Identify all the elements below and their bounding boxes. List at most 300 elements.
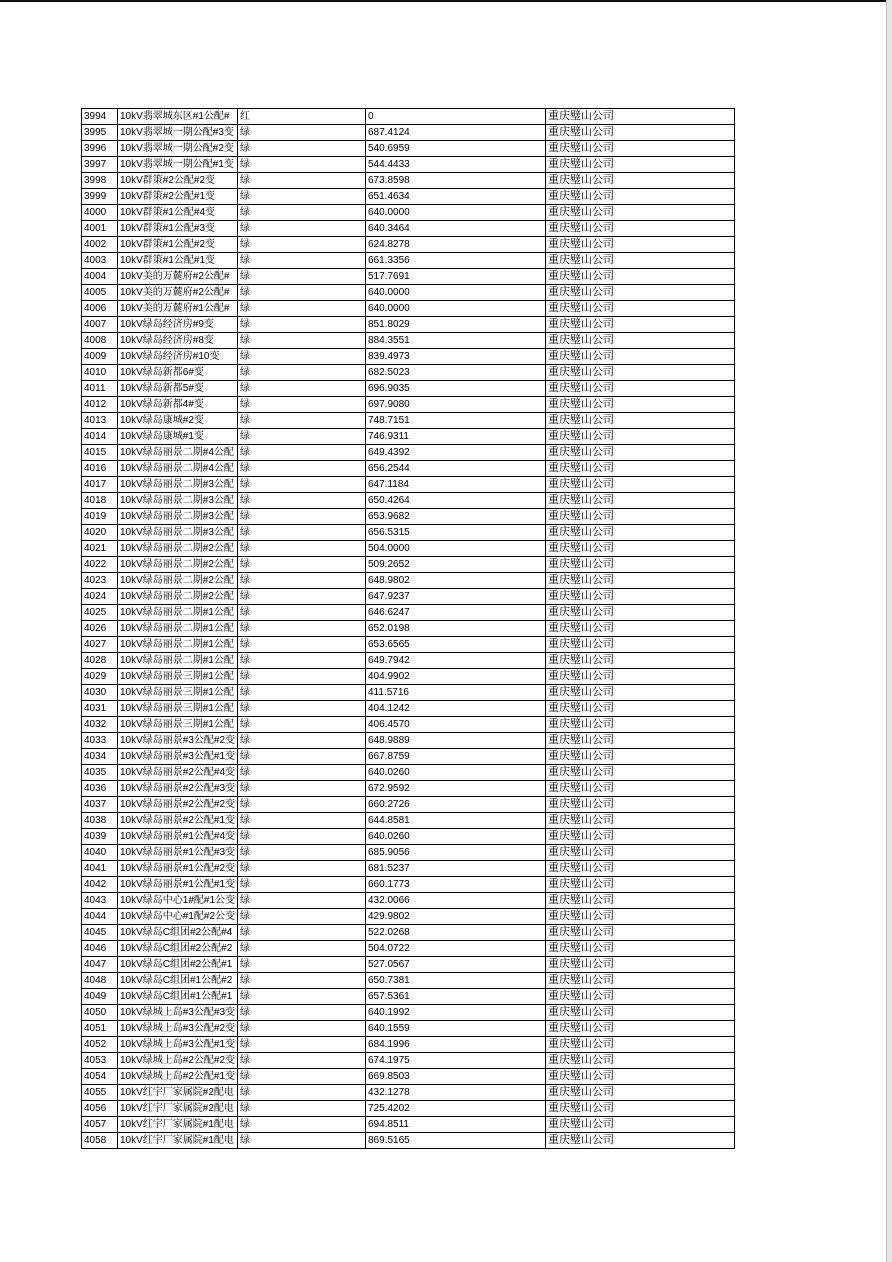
- status-cell: 绿: [238, 509, 366, 525]
- value-cell: 540.6959: [366, 141, 546, 157]
- table-row: [82, 941, 735, 957]
- company-cell: 重庆璧山公司: [546, 141, 735, 157]
- value-cell: 669.8503: [366, 1069, 546, 1085]
- transformer-name-cell: 10kV翡翠城一期公配#1变: [118, 157, 238, 173]
- table-row: [82, 445, 735, 461]
- company-cell: 重庆璧山公司: [546, 877, 735, 893]
- status-cell: 绿: [238, 541, 366, 557]
- value-cell: 544.4433: [366, 157, 546, 173]
- row-id-cell: 4010: [82, 365, 118, 381]
- row-id-cell: 4020: [82, 525, 118, 541]
- value-cell: 522.0268: [366, 925, 546, 941]
- transformer-name-cell: 10kV绿岛丽景二期#2公配: [118, 557, 238, 573]
- transformer-name-cell: 10kV翡翠城一期公配#2变: [118, 141, 238, 157]
- status-cell: 绿: [238, 957, 366, 973]
- status-cell: 绿: [238, 413, 366, 429]
- transformer-name-cell: 10kV绿岛丽景#3公配#1变: [118, 749, 238, 765]
- row-id-cell: 3994: [82, 109, 118, 125]
- transformer-name-cell: 10kV绿岛丽景三期#1公配: [118, 669, 238, 685]
- company-cell: 重庆璧山公司: [546, 173, 735, 189]
- company-cell: 重庆璧山公司: [546, 717, 735, 733]
- table-row: [82, 509, 735, 525]
- row-id-cell: 4008: [82, 333, 118, 349]
- row-id-cell: 4001: [82, 221, 118, 237]
- value-cell: 640.0260: [366, 829, 546, 845]
- transformer-name-cell: 10kV绿岛C组团#2公配#4: [118, 925, 238, 941]
- status-cell: 绿: [238, 637, 366, 653]
- transformer-name-cell: 10kV红宇厂家属院#2配电: [118, 1085, 238, 1101]
- value-cell: 0: [366, 109, 546, 125]
- row-id-cell: 4022: [82, 557, 118, 573]
- row-id-cell: 4034: [82, 749, 118, 765]
- company-cell: 重庆璧山公司: [546, 189, 735, 205]
- status-cell: 绿: [238, 973, 366, 989]
- company-cell: 重庆璧山公司: [546, 573, 735, 589]
- company-cell: 重庆璧山公司: [546, 1005, 735, 1021]
- value-cell: 674.1975: [366, 1053, 546, 1069]
- row-id-cell: 4003: [82, 253, 118, 269]
- transformer-name-cell: 10kV绿岛新都5#变: [118, 381, 238, 397]
- status-cell: 绿: [238, 829, 366, 845]
- value-cell: 404.1242: [366, 701, 546, 717]
- row-id-cell: 4048: [82, 973, 118, 989]
- status-cell: 绿: [238, 1117, 366, 1133]
- transformer-name-cell: 10kV绿岛C组团#1公配#1: [118, 989, 238, 1005]
- row-id-cell: 4044: [82, 909, 118, 925]
- table-row: [82, 1101, 735, 1117]
- status-cell: 绿: [238, 1133, 366, 1149]
- row-id-cell: 4017: [82, 477, 118, 493]
- table-row: [82, 589, 735, 605]
- company-cell: 重庆璧山公司: [546, 765, 735, 781]
- table-row: [82, 221, 735, 237]
- status-cell: 绿: [238, 1005, 366, 1021]
- company-cell: 重庆璧山公司: [546, 157, 735, 173]
- status-cell: 绿: [238, 749, 366, 765]
- status-cell: 绿: [238, 717, 366, 733]
- company-cell: 重庆璧山公司: [546, 349, 735, 365]
- row-id-cell: 4015: [82, 445, 118, 461]
- transformer-name-cell: 10kV绿岛康城#2变: [118, 413, 238, 429]
- value-cell: 649.7942: [366, 653, 546, 669]
- table-row: [82, 765, 735, 781]
- value-cell: 648.9802: [366, 573, 546, 589]
- company-cell: 重庆璧山公司: [546, 365, 735, 381]
- status-cell: 绿: [238, 765, 366, 781]
- company-cell: 重庆璧山公司: [546, 237, 735, 253]
- transformer-name-cell: 10kV美的万麓府#2公配#: [118, 269, 238, 285]
- row-id-cell: 4055: [82, 1085, 118, 1101]
- table-row: [82, 813, 735, 829]
- row-id-cell: 4016: [82, 461, 118, 477]
- status-cell: 绿: [238, 205, 366, 221]
- status-cell: 绿: [238, 253, 366, 269]
- row-id-cell: 4030: [82, 685, 118, 701]
- page-right-edge: [886, 0, 892, 1262]
- transformer-name-cell: 10kV红宇厂家属院#1配电: [118, 1133, 238, 1149]
- table-row: [82, 621, 735, 637]
- value-cell: 640.1559: [366, 1021, 546, 1037]
- status-cell: 绿: [238, 845, 366, 861]
- transformer-name-cell: 10kV绿岛丽景#2公配#3变: [118, 781, 238, 797]
- company-cell: 重庆璧山公司: [546, 1117, 735, 1133]
- status-cell: 绿: [238, 189, 366, 205]
- company-cell: 重庆璧山公司: [546, 1053, 735, 1069]
- value-cell: 504.0000: [366, 541, 546, 557]
- company-cell: 重庆璧山公司: [546, 1133, 735, 1149]
- value-cell: 725.4202: [366, 1101, 546, 1117]
- status-cell: 绿: [238, 861, 366, 877]
- row-id-cell: 4037: [82, 797, 118, 813]
- value-cell: 653.6565: [366, 637, 546, 653]
- value-cell: 624.8278: [366, 237, 546, 253]
- value-cell: 650.7381: [366, 973, 546, 989]
- table-row: [82, 269, 735, 285]
- row-id-cell: 4029: [82, 669, 118, 685]
- table-row: [82, 1133, 735, 1149]
- company-cell: 重庆璧山公司: [546, 205, 735, 221]
- value-cell: 673.8598: [366, 173, 546, 189]
- table-row: [82, 205, 735, 221]
- value-cell: 652.0198: [366, 621, 546, 637]
- company-cell: 重庆璧山公司: [546, 909, 735, 925]
- company-cell: 重庆璧山公司: [546, 253, 735, 269]
- transformer-name-cell: 10kV绿岛中心1#配#1公变: [118, 893, 238, 909]
- status-cell: 绿: [238, 173, 366, 189]
- transformer-name-cell: 10kV绿岛C组团#1公配#2: [118, 973, 238, 989]
- row-id-cell: 4011: [82, 381, 118, 397]
- company-cell: 重庆璧山公司: [546, 749, 735, 765]
- transformer-name-cell: 10kV绿岛丽景三期#1公配: [118, 701, 238, 717]
- transformer-name-cell: 10kV绿岛丽景二期#1公配: [118, 637, 238, 653]
- company-cell: 重庆璧山公司: [546, 429, 735, 445]
- transformer-name-cell: 10kV绿岛丽景二期#1公配: [118, 653, 238, 669]
- row-id-cell: 4005: [82, 285, 118, 301]
- value-cell: 661.3356: [366, 253, 546, 269]
- table-row: [82, 189, 735, 205]
- transformer-table: [81, 108, 735, 1149]
- table-row: [82, 909, 735, 925]
- company-cell: 重庆璧山公司: [546, 733, 735, 749]
- value-cell: 672.9592: [366, 781, 546, 797]
- row-id-cell: 4004: [82, 269, 118, 285]
- status-cell: 绿: [238, 813, 366, 829]
- transformer-name-cell: 10kV绿岛丽景三期#1公配: [118, 685, 238, 701]
- status-cell: 绿: [238, 1069, 366, 1085]
- transformer-name-cell: 10kV绿岛丽景二期#4公配: [118, 461, 238, 477]
- status-cell: 绿: [238, 669, 366, 685]
- value-cell: 640.0000: [366, 301, 546, 317]
- transformer-name-cell: 10kV绿岛丽景二期#3公配: [118, 493, 238, 509]
- company-cell: 重庆璧山公司: [546, 893, 735, 909]
- transformer-name-cell: 10kV绿岛丽景二期#1公配: [118, 621, 238, 637]
- table-row: [82, 717, 735, 733]
- status-cell: 绿: [238, 701, 366, 717]
- company-cell: 重庆璧山公司: [546, 317, 735, 333]
- table-row: [82, 1021, 735, 1037]
- row-id-cell: 4007: [82, 317, 118, 333]
- company-cell: 重庆璧山公司: [546, 701, 735, 717]
- company-cell: 重庆璧山公司: [546, 781, 735, 797]
- company-cell: 重庆璧山公司: [546, 445, 735, 461]
- status-cell: 绿: [238, 381, 366, 397]
- transformer-name-cell: 10kV群策#1公配#1变: [118, 253, 238, 269]
- status-cell: 绿: [238, 317, 366, 333]
- value-cell: 697.9080: [366, 397, 546, 413]
- table-row: [82, 109, 735, 125]
- company-cell: 重庆璧山公司: [546, 653, 735, 669]
- row-id-cell: 3998: [82, 173, 118, 189]
- transformer-name-cell: 10kV绿岛丽景#2公配#4变: [118, 765, 238, 781]
- status-cell: 绿: [238, 237, 366, 253]
- table-row: [82, 429, 735, 445]
- row-id-cell: 3996: [82, 141, 118, 157]
- status-cell: 绿: [238, 269, 366, 285]
- company-cell: 重庆璧山公司: [546, 285, 735, 301]
- company-cell: 重庆璧山公司: [546, 1069, 735, 1085]
- company-cell: 重庆璧山公司: [546, 1021, 735, 1037]
- row-id-cell: 4009: [82, 349, 118, 365]
- status-cell: 绿: [238, 605, 366, 621]
- value-cell: 684.1996: [366, 1037, 546, 1053]
- status-cell: 绿: [238, 141, 366, 157]
- value-cell: 432.0066: [366, 893, 546, 909]
- row-id-cell: 4033: [82, 733, 118, 749]
- company-cell: 重庆璧山公司: [546, 845, 735, 861]
- row-id-cell: 4042: [82, 877, 118, 893]
- status-cell: 绿: [238, 941, 366, 957]
- transformer-name-cell: 10kV绿城上岛#3公配#2变: [118, 1021, 238, 1037]
- value-cell: 646.6247: [366, 605, 546, 621]
- value-cell: 647.1184: [366, 477, 546, 493]
- row-id-cell: 4056: [82, 1101, 118, 1117]
- row-id-cell: 4026: [82, 621, 118, 637]
- value-cell: 839.4973: [366, 349, 546, 365]
- row-id-cell: 4023: [82, 573, 118, 589]
- company-cell: 重庆璧山公司: [546, 925, 735, 941]
- row-id-cell: 4040: [82, 845, 118, 861]
- value-cell: 640.1992: [366, 1005, 546, 1021]
- company-cell: 重庆璧山公司: [546, 637, 735, 653]
- transformer-name-cell: 10kV红宇厂家属院#2配电: [118, 1101, 238, 1117]
- table-row: [82, 381, 735, 397]
- transformer-name-cell: 10kV绿岛丽景二期#1公配: [118, 605, 238, 621]
- company-cell: 重庆璧山公司: [546, 333, 735, 349]
- value-cell: 685.9056: [366, 845, 546, 861]
- table-row: [82, 237, 735, 253]
- company-cell: 重庆璧山公司: [546, 125, 735, 141]
- row-id-cell: 4018: [82, 493, 118, 509]
- value-cell: 869.5165: [366, 1133, 546, 1149]
- value-cell: 682.5023: [366, 365, 546, 381]
- row-id-cell: 4024: [82, 589, 118, 605]
- table-row: [82, 173, 735, 189]
- transformer-name-cell: 10kV翡翠城东区#1公配#: [118, 109, 238, 125]
- value-cell: 429.9802: [366, 909, 546, 925]
- company-cell: 重庆璧山公司: [546, 941, 735, 957]
- table-row: [82, 253, 735, 269]
- table-row: [82, 333, 735, 349]
- value-cell: 640.0000: [366, 205, 546, 221]
- transformer-name-cell: 10kV绿岛丽景#3公配#2变: [118, 733, 238, 749]
- value-cell: 884.3551: [366, 333, 546, 349]
- status-cell: 绿: [238, 125, 366, 141]
- status-cell: 绿: [238, 1021, 366, 1037]
- status-cell: 绿: [238, 301, 366, 317]
- company-cell: 重庆璧山公司: [546, 973, 735, 989]
- table-row: [82, 1053, 735, 1069]
- transformer-name-cell: 10kV绿岛康城#1变: [118, 429, 238, 445]
- company-cell: 重庆璧山公司: [546, 589, 735, 605]
- table-row: [82, 317, 735, 333]
- status-cell: 绿: [238, 285, 366, 301]
- value-cell: 504.0722: [366, 941, 546, 957]
- table-row: [82, 397, 735, 413]
- status-cell: 绿: [238, 477, 366, 493]
- value-cell: 667.8759: [366, 749, 546, 765]
- row-id-cell: 4058: [82, 1133, 118, 1149]
- company-cell: 重庆璧山公司: [546, 557, 735, 573]
- row-id-cell: 4043: [82, 893, 118, 909]
- table-row: [82, 301, 735, 317]
- status-cell: 绿: [238, 157, 366, 173]
- transformer-name-cell: 10kV群策#2公配#1变: [118, 189, 238, 205]
- row-id-cell: 4027: [82, 637, 118, 653]
- table-row: [82, 685, 735, 701]
- value-cell: 648.9889: [366, 733, 546, 749]
- row-id-cell: 4054: [82, 1069, 118, 1085]
- row-id-cell: 4053: [82, 1053, 118, 1069]
- status-cell: 绿: [238, 461, 366, 477]
- status-cell: 绿: [238, 525, 366, 541]
- value-cell: 748.7151: [366, 413, 546, 429]
- transformer-name-cell: 10kV绿岛丽景#2公配#2变: [118, 797, 238, 813]
- value-cell: 660.2726: [366, 797, 546, 813]
- table-row: [82, 989, 735, 1005]
- company-cell: 重庆璧山公司: [546, 621, 735, 637]
- transformer-name-cell: 10kV绿岛丽景三期#1公配: [118, 717, 238, 733]
- company-cell: 重庆璧山公司: [546, 669, 735, 685]
- table-row: [82, 829, 735, 845]
- status-cell: 绿: [238, 877, 366, 893]
- table-row: [82, 141, 735, 157]
- transformer-name-cell: 10kV绿岛C组团#2公配#1: [118, 957, 238, 973]
- company-cell: 重庆璧山公司: [546, 797, 735, 813]
- table-row: [82, 605, 735, 621]
- row-id-cell: 4035: [82, 765, 118, 781]
- status-cell: 绿: [238, 685, 366, 701]
- status-cell: 绿: [238, 221, 366, 237]
- transformer-name-cell: 10kV绿岛经济房#9变: [118, 317, 238, 333]
- company-cell: 重庆璧山公司: [546, 541, 735, 557]
- status-cell: 绿: [238, 365, 366, 381]
- transformer-name-cell: 10kV绿岛丽景二期#4公配: [118, 445, 238, 461]
- table-row: [82, 477, 735, 493]
- row-id-cell: 4050: [82, 1005, 118, 1021]
- table-row: [82, 365, 735, 381]
- table-row: [82, 973, 735, 989]
- row-id-cell: 4051: [82, 1021, 118, 1037]
- transformer-name-cell: 10kV绿岛丽景二期#3公配: [118, 525, 238, 541]
- transformer-name-cell: 10kV绿岛丽景二期#2公配: [118, 573, 238, 589]
- row-id-cell: 4021: [82, 541, 118, 557]
- row-id-cell: 4028: [82, 653, 118, 669]
- transformer-name-cell: 10kV绿岛经济房#10变: [118, 349, 238, 365]
- table-row: [82, 925, 735, 941]
- status-cell: 绿: [238, 1037, 366, 1053]
- status-cell: 绿: [238, 989, 366, 1005]
- table-row: [82, 653, 735, 669]
- row-id-cell: 4052: [82, 1037, 118, 1053]
- company-cell: 重庆璧山公司: [546, 301, 735, 317]
- transformer-name-cell: 10kV红宇厂家属院#1配电: [118, 1117, 238, 1133]
- row-id-cell: 4002: [82, 237, 118, 253]
- row-id-cell: 4000: [82, 205, 118, 221]
- value-cell: 651.4634: [366, 189, 546, 205]
- row-id-cell: 4032: [82, 717, 118, 733]
- row-id-cell: 4049: [82, 989, 118, 1005]
- transformer-name-cell: 10kV群策#1公配#3变: [118, 221, 238, 237]
- status-cell: 红: [238, 109, 366, 125]
- value-cell: 432.1278: [366, 1085, 546, 1101]
- value-cell: 694.8511: [366, 1117, 546, 1133]
- table-row: [82, 637, 735, 653]
- table-row: [82, 733, 735, 749]
- value-cell: 851.8029: [366, 317, 546, 333]
- row-id-cell: 4041: [82, 861, 118, 877]
- company-cell: 重庆璧山公司: [546, 109, 735, 125]
- transformer-name-cell: 10kV绿岛丽景二期#3公配: [118, 477, 238, 493]
- status-cell: 绿: [238, 429, 366, 445]
- row-id-cell: 4012: [82, 397, 118, 413]
- value-cell: 406.4570: [366, 717, 546, 733]
- table-row: [82, 797, 735, 813]
- company-cell: 重庆璧山公司: [546, 493, 735, 509]
- table-row: [82, 461, 735, 477]
- value-cell: 640.0000: [366, 285, 546, 301]
- status-cell: 绿: [238, 589, 366, 605]
- row-id-cell: 4036: [82, 781, 118, 797]
- transformer-name-cell: 10kV绿岛新都4#变: [118, 397, 238, 413]
- company-cell: 重庆璧山公司: [546, 1101, 735, 1117]
- status-cell: 绿: [238, 333, 366, 349]
- row-id-cell: 4046: [82, 941, 118, 957]
- value-cell: 640.3464: [366, 221, 546, 237]
- company-cell: 重庆璧山公司: [546, 861, 735, 877]
- table-row: [82, 749, 735, 765]
- company-cell: 重庆璧山公司: [546, 413, 735, 429]
- table-body: [82, 109, 735, 1149]
- row-id-cell: 4047: [82, 957, 118, 973]
- transformer-name-cell: 10kV群策#1公配#2变: [118, 237, 238, 253]
- transformer-name-cell: 10kV绿岛丽景#2公配#1变: [118, 813, 238, 829]
- transformer-name-cell: 10kV群策#1公配#4变: [118, 205, 238, 221]
- transformer-name-cell: 10kV绿岛经济房#8变: [118, 333, 238, 349]
- value-cell: 411.5716: [366, 685, 546, 701]
- table-row: [82, 573, 735, 589]
- transformer-name-cell: 10kV绿岛丽景#1公配#3变: [118, 845, 238, 861]
- transformer-name-cell: 10kV翡翠城一期公配#3变: [118, 125, 238, 141]
- status-cell: 绿: [238, 781, 366, 797]
- transformer-name-cell: 10kV绿岛丽景二期#3公配: [118, 509, 238, 525]
- company-cell: 重庆璧山公司: [546, 989, 735, 1005]
- page-top-border: [0, 0, 892, 2]
- status-cell: 绿: [238, 493, 366, 509]
- table-row: [82, 701, 735, 717]
- transformer-name-cell: 10kV群策#2公配#2变: [118, 173, 238, 189]
- table-row: [82, 349, 735, 365]
- value-cell: 517.7691: [366, 269, 546, 285]
